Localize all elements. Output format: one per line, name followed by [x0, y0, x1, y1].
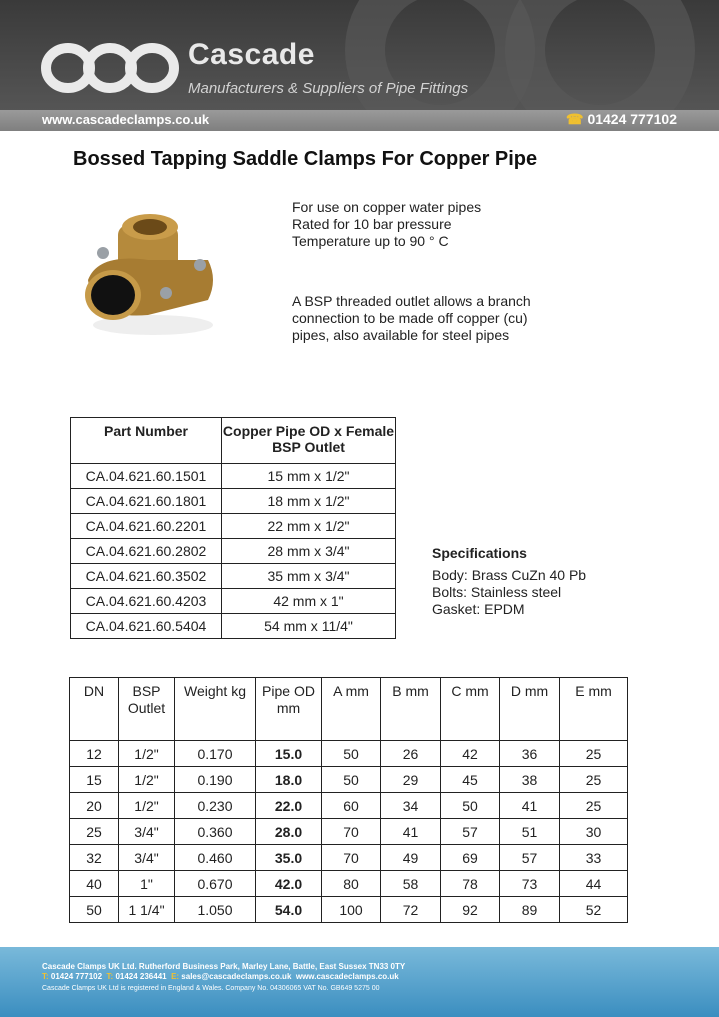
email-label: E: [171, 972, 180, 981]
c-cell: 45 [441, 767, 500, 793]
product-description: A BSP threaded outlet allows a branch connection to be made off copper (cu) pipes, also available for steel pipes [292, 293, 531, 343]
phone-number: 01424 777102 [587, 111, 677, 127]
saddle-clamp-image [78, 205, 228, 345]
b-cell: 41 [381, 819, 441, 845]
column-header: Pipe OD mm [256, 678, 322, 741]
table-row [71, 514, 396, 539]
a-cell: 70 [322, 819, 381, 845]
phone-label: T: [42, 972, 49, 981]
d-cell: 41 [500, 793, 560, 819]
c-cell: 78 [441, 871, 500, 897]
footer-email[interactable]: sales@cascadeclamps.co.uk [181, 972, 292, 981]
b-cell: 49 [381, 845, 441, 871]
page-header [0, 0, 719, 110]
bsp-cell: 3/4" [119, 845, 175, 871]
spec-line: Bolts: Stainless steel [432, 584, 562, 600]
table-row [71, 489, 396, 514]
weight-cell: 0.170 [175, 741, 256, 767]
pipe-od-cell: 42.0 [256, 871, 322, 897]
weight-cell: 0.460 [175, 845, 256, 871]
footer-address: Cascade Clamps UK Ltd. Rutherford Business Park, Marley Lane, Battle, East Sussex TN33 0TY [42, 962, 406, 971]
weight-cell: 0.360 [175, 819, 256, 845]
pipe-od-cell: 15.0 [256, 741, 322, 767]
pipe-od-cell: 28.0 [256, 819, 322, 845]
contact-strip [0, 110, 719, 131]
table-header-row [70, 678, 628, 741]
table-row [70, 897, 628, 923]
part-number: CA.04.621.60.1501 [71, 464, 222, 489]
part-number: CA.04.621.60.4203 [71, 589, 222, 614]
dn-cell: 32 [70, 845, 119, 871]
c-cell: 50 [441, 793, 500, 819]
e-cell: 25 [560, 767, 628, 793]
d-cell: 36 [500, 741, 560, 767]
table-row [70, 767, 628, 793]
column-header: Copper Pipe OD x Female BSP Outlet [222, 418, 396, 464]
column-header: A mm [322, 678, 381, 741]
column-header: DN [70, 678, 119, 741]
footer-phone-1: 01424 777102 [50, 972, 103, 981]
page-title: Bossed Tapping Saddle Clamps For Copper Pipe [73, 148, 538, 170]
d-cell: 38 [500, 767, 560, 793]
bsp-cell: 1/2" [119, 767, 175, 793]
c-cell: 92 [441, 897, 500, 923]
weight-cell: 1.050 [175, 897, 256, 923]
bsp-cell: 1" [119, 871, 175, 897]
spec-line: Body: Brass CuZn 40 Pb [432, 567, 587, 583]
footer-website[interactable]: www.cascadeclamps.co.uk [295, 972, 399, 981]
table-row [70, 793, 628, 819]
table-row [71, 464, 396, 489]
part-number: CA.04.621.60.3502 [71, 564, 222, 589]
header-phone [566, 111, 677, 128]
pipe-size: 54 mm x 11/4" [222, 614, 396, 639]
table-row [71, 589, 396, 614]
c-cell: 69 [441, 845, 500, 871]
a-cell: 50 [322, 767, 381, 793]
bsp-cell: 1/2" [119, 741, 175, 767]
pipe-od-cell: 54.0 [256, 897, 322, 923]
table-header-row [71, 418, 396, 464]
bsp-cell: 1 1/4" [119, 897, 175, 923]
column-header: Weight kg [175, 678, 256, 741]
footer-contacts [42, 972, 399, 981]
pipe-size: 15 mm x 1/2" [222, 464, 396, 489]
footer-phone-2: 01424 236441 [115, 972, 167, 981]
column-header: E mm [560, 678, 628, 741]
dn-cell: 15 [70, 767, 119, 793]
b-cell: 26 [381, 741, 441, 767]
brand-name: Cascade [188, 38, 315, 71]
a-cell: 100 [322, 897, 381, 923]
c-cell: 42 [441, 741, 500, 767]
pipe-size: 22 mm x 1/2" [222, 514, 396, 539]
phone-icon: ☎ [566, 111, 584, 127]
e-cell: 33 [560, 845, 628, 871]
b-cell: 34 [381, 793, 441, 819]
weight-cell: 0.190 [175, 767, 256, 793]
bsp-cell: 3/4" [119, 819, 175, 845]
e-cell: 52 [560, 897, 628, 923]
intro-line: For use on copper water pipes [292, 199, 482, 215]
e-cell: 30 [560, 819, 628, 845]
b-cell: 72 [381, 897, 441, 923]
e-cell: 25 [560, 741, 628, 767]
a-cell: 70 [322, 845, 381, 871]
column-header: BSP Outlet [119, 678, 175, 741]
pipe-size: 35 mm x 3/4" [222, 564, 396, 589]
pipe-od-cell: 18.0 [256, 767, 322, 793]
bsp-cell: 1/2" [119, 793, 175, 819]
dn-cell: 40 [70, 871, 119, 897]
intro-line: Temperature up to 90 ° C [292, 233, 449, 249]
brand-tagline: Manufacturers & Suppliers of Pipe Fittings [188, 80, 469, 97]
table-row [70, 819, 628, 845]
column-header: D mm [500, 678, 560, 741]
cascade-logo [40, 40, 180, 96]
a-cell: 60 [322, 793, 381, 819]
footer-registration: Cascade Clamps UK Ltd is registered in England & Wales. Company No. 04306065 VAT No. GB649 5275 00 [42, 985, 380, 992]
part-number: CA.04.621.60.2201 [71, 514, 222, 539]
table-row [71, 564, 396, 589]
dimensions-table [69, 677, 628, 923]
column-header: B mm [381, 678, 441, 741]
part-number: CA.04.621.60.2802 [71, 539, 222, 564]
table-row [70, 871, 628, 897]
part-number: CA.04.621.60.5404 [71, 614, 222, 639]
b-cell: 58 [381, 871, 441, 897]
b-cell: 29 [381, 767, 441, 793]
a-cell: 80 [322, 871, 381, 897]
pipe-size: 18 mm x 1/2" [222, 489, 396, 514]
dn-cell: 25 [70, 819, 119, 845]
pipe-size: 42 mm x 1" [222, 589, 396, 614]
d-cell: 89 [500, 897, 560, 923]
table-row [70, 741, 628, 767]
intro-line: Rated for 10 bar pressure [292, 216, 452, 232]
parts-table [70, 417, 396, 639]
specifications-heading: Specifications [432, 545, 527, 561]
d-cell: 73 [500, 871, 560, 897]
weight-cell: 0.230 [175, 793, 256, 819]
column-header: Part Number [71, 418, 222, 464]
dn-cell: 20 [70, 793, 119, 819]
d-cell: 51 [500, 819, 560, 845]
part-number: CA.04.621.60.1801 [71, 489, 222, 514]
dn-cell: 50 [70, 897, 119, 923]
a-cell: 50 [322, 741, 381, 767]
d-cell: 57 [500, 845, 560, 871]
specifications [432, 545, 586, 618]
pipe-od-cell: 22.0 [256, 793, 322, 819]
dn-cell: 12 [70, 741, 119, 767]
pipe-od-cell: 35.0 [256, 845, 322, 871]
table-row [71, 539, 396, 564]
e-cell: 44 [560, 871, 628, 897]
page-footer [0, 947, 719, 1017]
column-header: C mm [441, 678, 500, 741]
weight-cell: 0.670 [175, 871, 256, 897]
spec-line: Gasket: EPDM [432, 601, 525, 617]
intro-text [292, 199, 532, 250]
e-cell: 25 [560, 793, 628, 819]
website-link[interactable]: www.cascadeclamps.co.uk [42, 112, 210, 127]
c-cell: 57 [441, 819, 500, 845]
table-row [71, 614, 396, 639]
table-row [70, 845, 628, 871]
phone-label: T: [106, 972, 114, 981]
pipe-size: 28 mm x 3/4" [222, 539, 396, 564]
